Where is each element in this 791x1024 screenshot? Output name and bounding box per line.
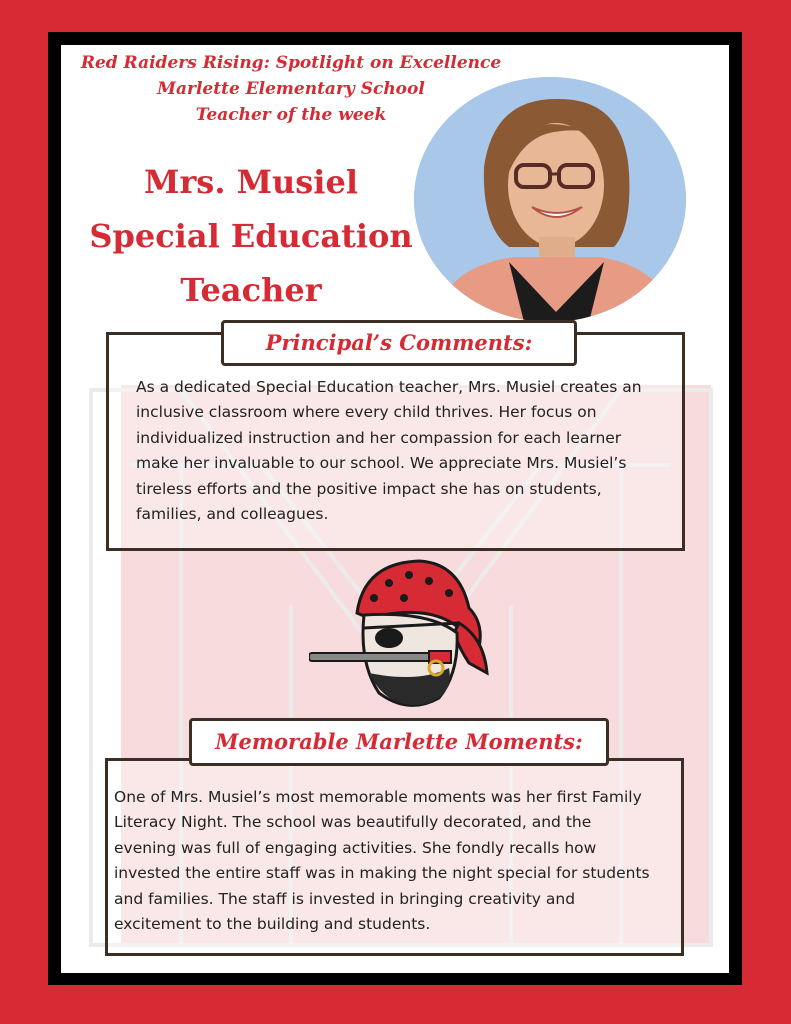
teacher-name: Mrs. Musiel [144,163,358,201]
memorable-moments-title: Memorable Marlette Moments: [189,718,609,766]
memorable-moments-line: One of Mrs. Musiel’s most memorable moments was her first Family [114,788,642,806]
memorable-moments-line: Literacy Night. The school was beautifully decorated, and the [114,813,592,831]
teacher-role-line2: Teacher [180,271,322,309]
red-raider-pirate-mascot [309,553,489,718]
principal-comments-line: inclusive classroom where every child thrives. Her focus on [136,403,597,421]
flyer-page [61,45,729,973]
principal-comments-line: As a dedicated Special Education teacher, Mrs. Musiel creates an [136,378,642,396]
header-school: Marlette Elementary School [157,79,425,99]
principal-comments-line: tireless efforts and the positive impact she has on students, [136,480,602,498]
memorable-moments-line: and families. The staff is invested in bringing creativity and [114,890,576,908]
teacher-role-line1: Special Education [89,217,413,255]
principal-comments-line: families, and colleagues. [136,505,329,523]
memorable-moments-line: evening was full of engaging activities. She fondly recalls how [114,839,597,857]
header-title: Red Raiders Rising: Spotlight on Excellence [80,53,502,73]
teacher-photo [414,77,686,322]
principal-comments-line: individualized instruction and her compassion for each learner [136,429,622,447]
principal-comments-line: make her invaluable to our school. We appreciate Mrs. Musiel’s [136,454,627,472]
principal-comments-title: Principal’s Comments: [221,320,577,366]
header-subtitle: Teacher of the week [195,105,387,125]
memorable-moments-line: excitement to the building and students. [114,915,431,933]
memorable-moments-line: invested the entire staff was in making the night special for students [114,864,650,882]
